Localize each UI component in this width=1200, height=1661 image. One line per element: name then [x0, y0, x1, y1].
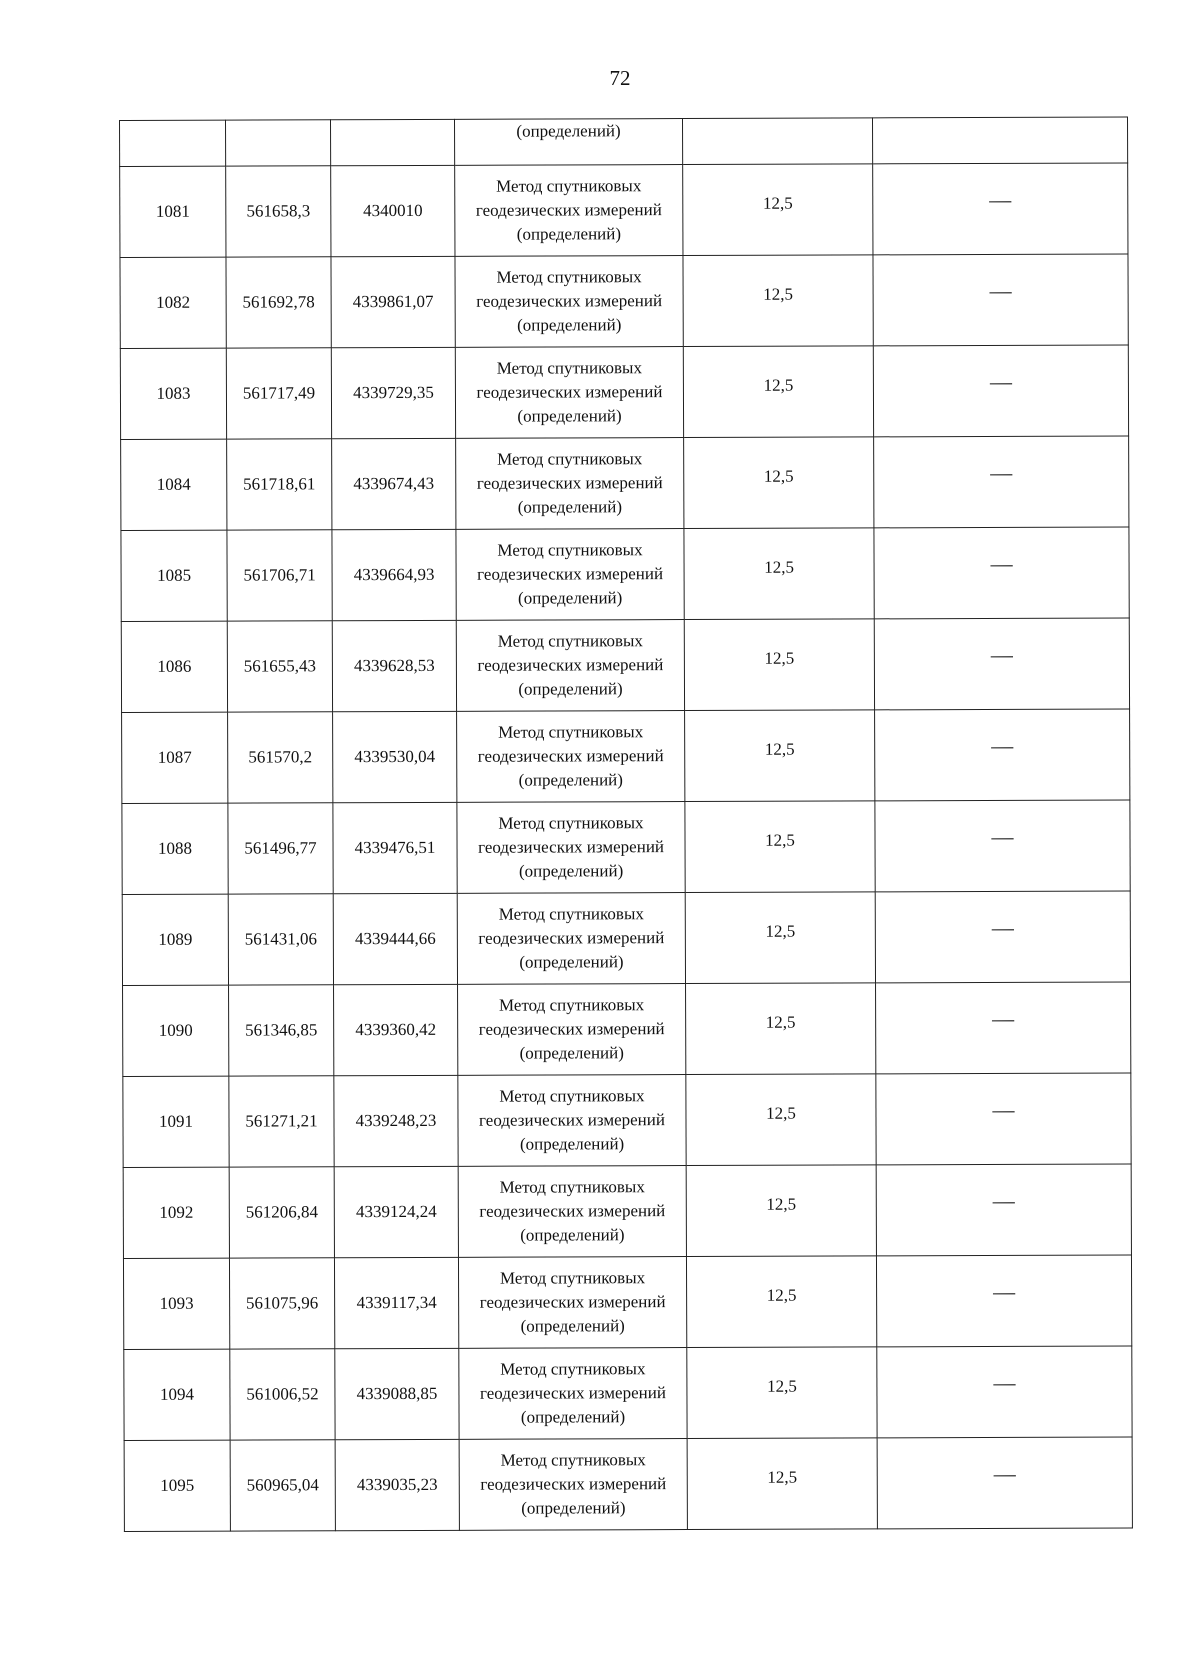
method-line: Метод спутниковых — [498, 995, 645, 1015]
accuracy-value: 12,5 — [765, 1012, 796, 1032]
method-cell — [458, 984, 686, 1076]
method-line: (определений) — [519, 952, 624, 972]
table-row — [120, 345, 1128, 440]
x-coordinate-cell: 561570,2 — [228, 712, 333, 803]
point-number-cell — [120, 120, 226, 166]
method-line: Метод спутниковых — [497, 631, 643, 651]
method-line: Метод спутниковых — [496, 267, 642, 287]
note-cell — [877, 1346, 1132, 1438]
method-cell — [457, 711, 685, 803]
accuracy-value: 12,5 — [765, 830, 795, 850]
accuracy-cell — [684, 528, 874, 620]
accuracy-value: 12,5 — [767, 1376, 797, 1396]
x-coordinate-cell: 561718,61 — [227, 439, 332, 530]
method-line: (определений) — [519, 1043, 624, 1063]
note-dash: — — [989, 368, 1012, 394]
accuracy-value: 12,5 — [763, 284, 794, 304]
accuracy-cell — [685, 801, 875, 893]
note-dash: — — [992, 1187, 1015, 1213]
note-dash: — — [991, 914, 1014, 940]
table-row — [124, 1437, 1132, 1532]
method-line: Метод спутниковых — [496, 176, 642, 196]
method-cell — [455, 165, 683, 257]
y-coordinate-cell: 4339124,24 — [334, 1166, 458, 1257]
accuracy-cell — [685, 892, 875, 984]
note-cell — [876, 1073, 1131, 1165]
method-cell — [455, 347, 683, 439]
point-number-cell: 1082 — [120, 257, 226, 348]
accuracy-value: 12,5 — [766, 1194, 797, 1214]
continuation-row — [120, 117, 1128, 167]
point-number-cell: 1095 — [124, 1440, 230, 1531]
method-line: (определений) — [520, 1407, 626, 1427]
point-number-cell: 1089 — [122, 894, 228, 985]
accuracy-cell — [686, 1074, 876, 1166]
method-line: геодезических измерений — [479, 1201, 666, 1221]
y-coordinate-cell: 4339035,23 — [335, 1439, 459, 1530]
note-dash: — — [993, 1278, 1016, 1304]
accuracy-cell — [683, 164, 873, 256]
y-coordinate-cell: 4339117,34 — [334, 1257, 458, 1348]
method-line: Метод спутниковых — [498, 722, 644, 742]
method-line: геодезических измерений — [478, 928, 665, 948]
method-cell — [457, 802, 685, 894]
note-cell — [874, 527, 1129, 619]
method-line: геодезических измерений — [476, 382, 663, 402]
x-coordinate-cell: 561206,84 — [229, 1167, 334, 1258]
method-line: (определений) — [517, 588, 623, 608]
accuracy-value: 12,5 — [766, 1285, 797, 1305]
method-line: (определений) — [518, 861, 624, 881]
x-coordinate-cell: 561717,49 — [226, 348, 331, 439]
point-number-cell: 1094 — [124, 1349, 230, 1440]
point-number-cell: 1092 — [123, 1167, 229, 1258]
accuracy-value: 12,5 — [763, 375, 794, 395]
method-line: геодезических измерений — [478, 837, 665, 857]
note-dash: — — [990, 641, 1013, 667]
method-line: геодезических измерений — [480, 1474, 667, 1494]
accuracy-value: 12,5 — [762, 193, 793, 213]
point-number-cell: 1085 — [121, 530, 227, 621]
accuracy-cell — [685, 710, 875, 802]
accuracy-cell — [686, 1165, 876, 1257]
note-dash: — — [989, 186, 1012, 212]
method-cell — [456, 438, 684, 530]
table-row — [120, 254, 1128, 349]
method-cell — [458, 1075, 686, 1167]
y-coordinate-cell: 4339674,43 — [332, 438, 456, 529]
note-cell — [875, 891, 1130, 983]
note-dash: — — [992, 1096, 1015, 1122]
method-cell: (определений) — [454, 119, 682, 166]
note-dash: — — [991, 823, 1014, 849]
point-number-cell: 1088 — [122, 803, 228, 894]
note-cell — [873, 163, 1128, 255]
accuracy-value: 12,5 — [763, 466, 794, 486]
method-line: (определений) — [519, 1134, 625, 1154]
table-row — [123, 1255, 1131, 1350]
accuracy-cell — [686, 983, 876, 1075]
method-line: (определений) — [518, 770, 623, 790]
x-coordinate-cell: 561706,71 — [227, 530, 332, 621]
note-cell — [874, 436, 1129, 528]
point-number-cell: 1087 — [122, 712, 228, 803]
table-row — [124, 1346, 1132, 1441]
table-row — [122, 709, 1130, 804]
method-line: (определений) — [520, 1316, 625, 1336]
accuracy-cell — [687, 1347, 877, 1439]
y-coordinate-cell — [331, 119, 455, 165]
table-row — [123, 1073, 1131, 1168]
method-cell — [458, 1166, 686, 1258]
x-coordinate-cell: 561271,21 — [229, 1076, 334, 1167]
point-number-cell: 1093 — [123, 1258, 229, 1349]
x-coordinate-cell: 561075,96 — [229, 1258, 334, 1349]
accuracy-cell — [684, 619, 874, 711]
accuracy-value: 12,5 — [766, 1103, 796, 1123]
accuracy-value: 12,5 — [764, 739, 795, 759]
method-cell — [455, 256, 683, 348]
x-coordinate-cell: 561496,77 — [228, 803, 333, 894]
method-line: Метод спутниковых — [497, 449, 643, 469]
method-line: Метод спутниковых — [500, 1359, 646, 1379]
method-line: геодезических измерений — [476, 291, 663, 311]
method-line: Метод спутниковых — [498, 904, 644, 924]
accuracy-cell — [684, 437, 874, 529]
point-number-cell: 1081 — [120, 166, 226, 257]
x-coordinate-cell: 561431,06 — [228, 894, 333, 985]
accuracy-cell — [686, 1256, 876, 1348]
method-line: (определений) — [516, 224, 622, 244]
note-cell — [873, 254, 1128, 346]
method-cell — [458, 1257, 686, 1349]
method-cell — [456, 529, 684, 621]
note-dash: — — [992, 1005, 1015, 1031]
method-line: геодезических измерений — [475, 200, 662, 220]
method-cell — [457, 893, 685, 985]
method-line: геодезических измерений — [477, 564, 664, 584]
accuracy-value: 12,5 — [765, 921, 796, 941]
x-coordinate-cell: 561346,85 — [229, 985, 334, 1076]
table-row — [123, 982, 1131, 1077]
y-coordinate-cell: 4339476,51 — [333, 802, 457, 893]
y-coordinate-cell: 4339360,42 — [334, 984, 458, 1075]
note-cell — [876, 1255, 1131, 1347]
y-coordinate-cell: 4340010 — [331, 165, 455, 256]
x-coordinate-cell: 560965,04 — [230, 1440, 335, 1531]
note-dash: — — [989, 277, 1012, 303]
method-line: геодезических измерений — [477, 746, 664, 766]
method-cell — [459, 1439, 687, 1531]
page-number: 72 — [609, 66, 631, 90]
table-row — [120, 163, 1128, 258]
y-coordinate-cell: 4339861,07 — [331, 256, 455, 347]
method-line: (определений) — [518, 679, 623, 699]
note-cell — [872, 117, 1127, 164]
note-cell — [875, 709, 1130, 801]
accuracy-value: 12,5 — [764, 557, 794, 577]
method-line: Метод спутниковых — [497, 540, 643, 560]
accuracy-cell — [683, 255, 873, 347]
point-number-cell: 1083 — [120, 348, 226, 439]
y-coordinate-cell: 4339088,85 — [335, 1348, 459, 1439]
y-coordinate-cell: 4339444,66 — [333, 893, 457, 984]
method-line: геодезических измерений — [479, 1110, 665, 1130]
table-body — [120, 117, 1133, 1532]
x-coordinate-cell: 561658,3 — [226, 166, 331, 257]
method-line: Метод спутниковых — [496, 358, 642, 378]
method-line: Метод спутниковых — [498, 813, 644, 833]
note-cell — [875, 800, 1130, 892]
y-coordinate-cell: 4339729,35 — [331, 347, 455, 438]
note-cell — [874, 618, 1129, 710]
method-line: геодезических измерений — [479, 1292, 666, 1312]
y-coordinate-cell: 4339628,53 — [332, 620, 456, 711]
note-dash: — — [993, 1369, 1016, 1395]
x-coordinate-cell: 561006,52 — [230, 1349, 335, 1440]
x-coordinate-cell: 561655,43 — [227, 621, 332, 712]
note-cell — [877, 1437, 1132, 1529]
method-line: Метод спутниковых — [500, 1450, 646, 1470]
table-row — [121, 618, 1129, 713]
method-cell — [456, 620, 684, 712]
x-coordinate-cell — [226, 120, 331, 166]
table-row — [121, 436, 1129, 531]
method-line: (определений) — [517, 406, 622, 426]
y-coordinate-cell: 4339248,23 — [334, 1075, 458, 1166]
method-line: (определений) — [517, 497, 623, 517]
y-coordinate-cell: 4339530,04 — [333, 711, 457, 802]
point-number-cell: 1084 — [121, 439, 227, 530]
note-dash: — — [990, 459, 1013, 485]
accuracy-value: 12,5 — [767, 1467, 798, 1487]
method-line: Метод спутниковых — [499, 1086, 645, 1106]
table-row — [122, 800, 1130, 895]
method-line: геодезических измерений — [476, 473, 663, 493]
method-line: Метод спутниковых — [499, 1177, 645, 1197]
method-cell — [459, 1348, 687, 1440]
method-line: (определений) — [521, 1498, 626, 1518]
accuracy-value: 12,5 — [764, 648, 795, 668]
method-line: геодезических измерений — [477, 655, 664, 675]
note-dash: — — [991, 732, 1014, 758]
point-number-cell: 1091 — [123, 1076, 229, 1167]
table-row — [121, 527, 1129, 622]
note-cell — [876, 1164, 1131, 1256]
accuracy-cell — [682, 118, 872, 165]
method-line: геодезических измерений — [479, 1383, 666, 1403]
method-line: (определений) — [517, 315, 622, 335]
note-dash: — — [990, 550, 1013, 576]
y-coordinate-cell: 4339664,93 — [332, 529, 456, 620]
method-line: (определений) — [520, 1225, 625, 1245]
accuracy-cell — [683, 346, 873, 438]
point-number-cell: 1086 — [121, 621, 227, 712]
accuracy-cell — [687, 1438, 877, 1530]
point-number-cell: 1090 — [123, 985, 229, 1076]
x-coordinate-cell: 561692,78 — [226, 257, 331, 348]
table-row — [122, 891, 1130, 986]
note-dash: — — [993, 1460, 1016, 1486]
method-line: геодезических измерений — [478, 1019, 665, 1039]
method-line: Метод спутниковых — [499, 1268, 646, 1288]
note-cell — [876, 982, 1131, 1074]
table-row — [123, 1164, 1131, 1259]
note-cell — [873, 345, 1128, 437]
coordinates-table — [119, 116, 1133, 1532]
